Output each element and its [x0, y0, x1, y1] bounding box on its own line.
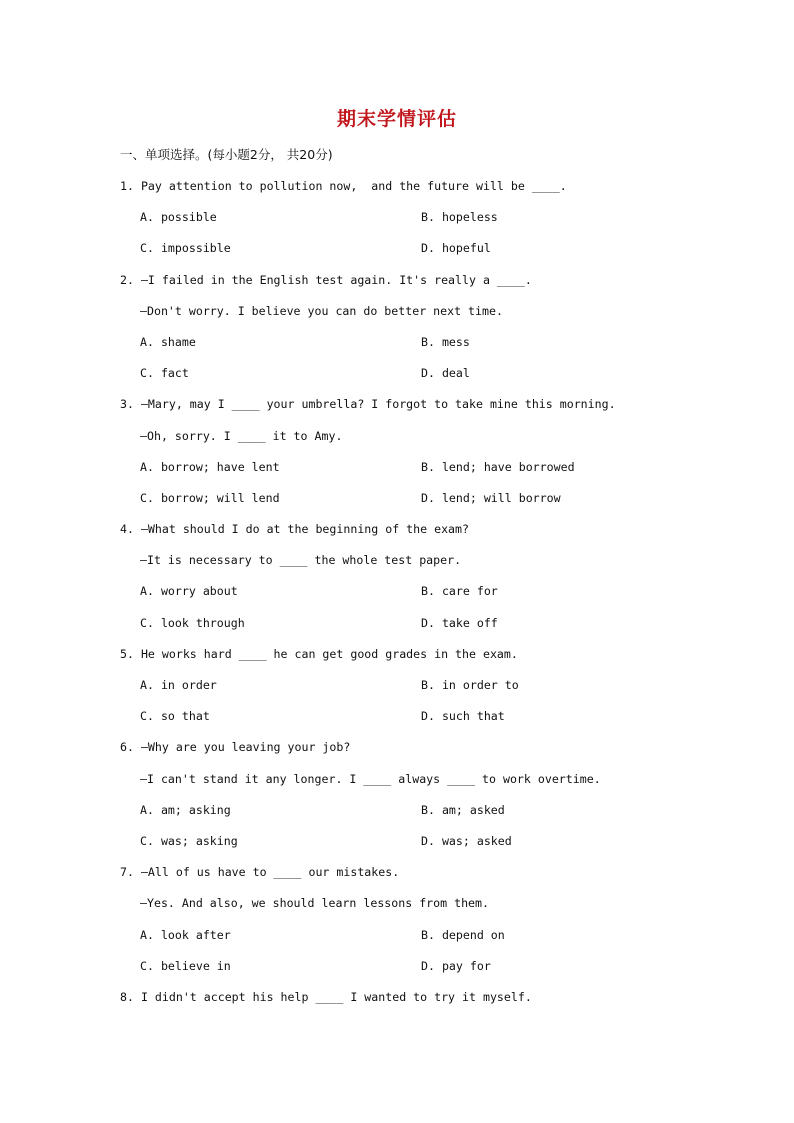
- question-stem: 7. —All of us have to ____ our mistakes.: [120, 865, 400, 880]
- option-row: [120, 707, 720, 738]
- option-row: [120, 614, 720, 645]
- question-1: [120, 177, 720, 271]
- question-5: [120, 645, 720, 739]
- question-stem: 2. —I failed in the English test again. It's really a ____.: [120, 272, 532, 287]
- question-6: [120, 738, 720, 863]
- option-d: D. pay for: [421, 958, 491, 973]
- option-row: [120, 333, 720, 364]
- option-b: B. hopeless: [421, 210, 498, 225]
- option-b: B. in order to: [421, 678, 519, 692]
- section-heading: 一、单项选择。(每小题2分， 共20分): [120, 147, 333, 162]
- option-b: B. am; asked: [421, 802, 505, 817]
- option-c: C. look through: [140, 615, 245, 630]
- option-row: [120, 582, 720, 613]
- option-b: B. mess: [421, 334, 470, 349]
- question-stem: 5. He works hard ____ he can get good grades in the exam.: [120, 646, 518, 661]
- option-a: A. in order: [140, 678, 217, 692]
- question-stem: 3. —Mary, may I ____ your umbrella? I forgot to take mine this morning.: [120, 397, 616, 412]
- option-d: D. take off: [421, 615, 498, 630]
- dialogue-reply: —Oh, sorry. I ____ it to Amy.: [140, 428, 343, 443]
- dialogue-reply: —Yes. And also, we should learn lessons from them.: [140, 896, 490, 911]
- option-row: [120, 801, 720, 832]
- option-c: C. believe in: [140, 958, 231, 973]
- option-row: [120, 489, 720, 520]
- question-8: [120, 988, 720, 1019]
- option-a: A. look after: [140, 927, 231, 942]
- option-a: A. possible: [140, 210, 217, 225]
- option-a: A. borrow; have lent: [140, 459, 280, 474]
- dialogue-reply: —I can't stand it any longer. I ____ always ____ to work overtime.: [140, 771, 601, 786]
- question-stem: 6. —Why are you leaving your job?: [120, 740, 351, 755]
- question-list: [120, 177, 720, 1019]
- question-2: [120, 271, 720, 396]
- option-d: D. such that: [421, 709, 505, 724]
- option-d: D. was; asked: [421, 833, 512, 848]
- option-row: [120, 676, 720, 707]
- question-stem: 8. I didn't accept his help ____ I wanted to try it myself.: [120, 989, 532, 1004]
- option-c: C. impossible: [140, 241, 231, 256]
- dialogue-reply: —Don't worry. I believe you can do better next time.: [140, 303, 503, 318]
- question-4: [120, 520, 720, 645]
- option-row: [120, 239, 720, 270]
- option-row: [120, 957, 720, 988]
- option-c: C. fact: [140, 366, 189, 381]
- dialogue-reply: —It is necessary to ____ the whole test paper.: [140, 553, 462, 568]
- question-stem: 1. Pay attention to pollution now, and the future will be ____.: [120, 179, 567, 193]
- option-row: [120, 458, 720, 489]
- question-stem: 4. —What should I do at the beginning of the exam?: [120, 522, 470, 537]
- option-row: [120, 364, 720, 395]
- question-7: [120, 863, 720, 988]
- option-row: [120, 926, 720, 957]
- option-d: D. deal: [421, 366, 470, 381]
- option-row: [120, 832, 720, 863]
- option-c: C. borrow; will lend: [140, 490, 280, 505]
- question-3: [120, 395, 720, 520]
- option-d: D. hopeful: [421, 241, 491, 256]
- option-a: A. shame: [140, 334, 196, 349]
- option-a: A. am; asking: [140, 802, 231, 817]
- option-b: B. lend; have borrowed: [421, 459, 575, 474]
- option-a: A. worry about: [140, 584, 238, 599]
- option-b: B. depend on: [421, 927, 505, 942]
- option-row: [120, 208, 720, 239]
- option-c: C. was; asking: [140, 833, 238, 848]
- option-d: D. lend; will borrow: [421, 490, 561, 505]
- option-c: C. so that: [140, 709, 210, 724]
- page-title: 期末学情评估: [336, 108, 457, 130]
- option-b: B. care for: [421, 584, 498, 599]
